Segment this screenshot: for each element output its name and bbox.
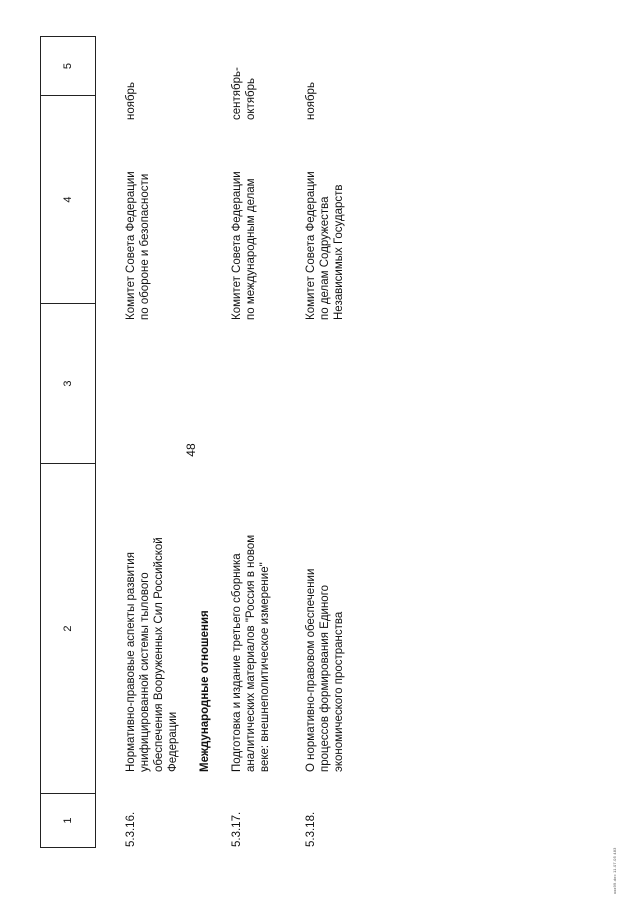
table-header-row <box>40 36 96 848</box>
row-committee: Комитет Совета Федерации по обороне и безопасности <box>125 171 151 320</box>
row-title: Нормативно-правовые аспекты развития унифицированной системы тылового обеспечения Вооруженных Сил Российской Федерации <box>125 537 179 772</box>
header-cell-3: 3 <box>41 303 95 463</box>
row-term: ноябрь <box>305 82 317 120</box>
header-cell-2: 2 <box>41 463 95 793</box>
footer-file-mark: xxx99.doc 11.07.05 483 <box>612 847 617 894</box>
row-title: Подготовка и издание третьего сборника аналитических материалов "Россия в новом веке: внешнеполитическое измерение" <box>231 534 271 772</box>
row-title: О нормативно-правовом обеспечении процессов формирования Единого экономического пространства <box>305 568 345 772</box>
page-number: 48 <box>184 443 198 457</box>
header-cell-5: 5 <box>62 62 74 70</box>
section-heading: Международные отношения <box>199 610 211 772</box>
header-cell-1: 1 <box>41 793 95 847</box>
row-term: ноябрь <box>125 82 137 120</box>
row-number: 5.3.17. <box>231 811 243 847</box>
header-cell-4: 4 <box>41 95 95 303</box>
row-committee: Комитет Совета Федерации по международным делам <box>231 171 257 320</box>
row-number: 5.3.16. <box>125 811 137 847</box>
row-number: 5.3.18. <box>305 811 317 847</box>
row-committee: Комитет Совета Федерации по делам Содружества Независимых Государств <box>305 171 345 320</box>
row-term: сентябрь- октябрь <box>231 67 257 120</box>
